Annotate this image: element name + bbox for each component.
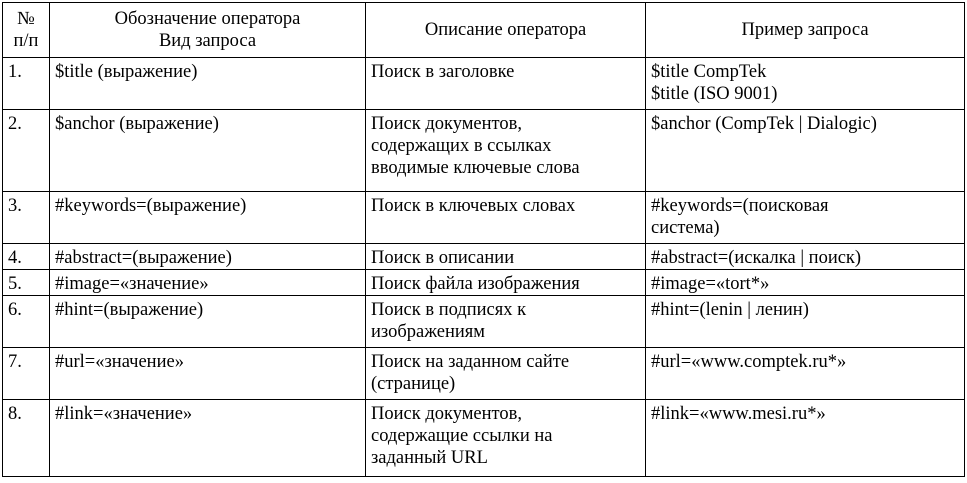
example-line: #url=«www.comptek.ru*» [651,352,847,372]
description-line: Поиск на заданном сайте [371,352,570,372]
search-operators-table [2,2,965,477]
example-cell [646,244,965,270]
table-row [3,58,965,110]
operator-cell: $anchor (выражение) [50,110,366,192]
example-cell [646,296,965,348]
header-operator [50,3,366,58]
row-number-cell: 3. [3,192,50,244]
description-line: Поиск документов, [371,404,522,424]
example-cell [646,110,965,192]
header-number-line-2: п/п [13,31,39,51]
row-number-cell: 8. [3,400,50,477]
header-number [3,3,50,58]
row-number-cell: 6. [3,296,50,348]
operator-cell: #keywords=(выражение) [50,192,366,244]
example-line: #link=«www.mesi.ru*» [651,404,826,424]
description-line: Поиск в подписях к [371,300,527,320]
description-line: Поиск в заголовке [371,62,515,82]
table-row [3,244,965,270]
operator-cell: #link=«значение» [50,400,366,477]
table-header [3,3,965,58]
example-cell [646,270,965,296]
table-row [3,270,965,296]
description-line: вводимые ключевые слова [371,158,580,178]
table-body [3,58,965,477]
example-line: #keywords=(поисковая [651,196,829,216]
example-cell [646,348,965,400]
example-line: $title CompTek [651,62,767,82]
example-line: система) [651,218,720,238]
description-line: (странице) [371,374,456,394]
description-cell [366,192,646,244]
table-row [3,192,965,244]
description-cell [366,58,646,110]
operator-cell: $title (выражение) [50,58,366,110]
header-row [3,3,965,58]
table-row [3,296,965,348]
header-example: Пример запроса [646,3,965,58]
description-line: содержащих в ссылках [371,136,552,156]
description-line: Поиск документов, [371,114,522,134]
description-line: Поиск в ключевых словах [371,196,576,216]
example-line: #abstract=(искалка | поиск) [651,248,862,268]
operator-cell: #abstract=(выражение) [50,244,366,270]
row-number-cell: 5. [3,270,50,296]
header-operator-line-1: Обозначение оператора [114,9,301,29]
table-row [3,348,965,400]
example-line: $anchor (CompTek | Dialogic) [651,114,877,134]
example-cell [646,58,965,110]
table-row [3,400,965,477]
description-cell [366,296,646,348]
description-line: заданный URL [371,448,488,468]
description-cell [366,244,646,270]
example-cell [646,400,965,477]
header-description: Описание оператора [366,3,646,58]
example-line: #hint=(lenin | ленин) [651,300,809,320]
example-line: #image=«tort*» [651,274,770,294]
header-number-line-1: № [17,9,35,29]
description-cell [366,400,646,477]
row-number-cell: 7. [3,348,50,400]
header-operator-line-2: Вид запроса [158,31,257,51]
operator-cell: #image=«значение» [50,270,366,296]
description-line: содержащие ссылки на [371,426,553,446]
example-cell [646,192,965,244]
description-cell [366,348,646,400]
operator-cell: #url=«значение» [50,348,366,400]
operator-cell: #hint=(выражение) [50,296,366,348]
description-cell [366,270,646,296]
example-line: $title (ISO 9001) [651,84,778,104]
row-number-cell: 2. [3,110,50,192]
description-cell [366,110,646,192]
row-number-cell: 4. [3,244,50,270]
table-row [3,110,965,192]
description-line: изображениям [371,322,485,342]
description-line: Поиск в описании [371,248,515,268]
row-number-cell: 1. [3,58,50,110]
description-line: Поиск файла изображения [371,274,580,294]
